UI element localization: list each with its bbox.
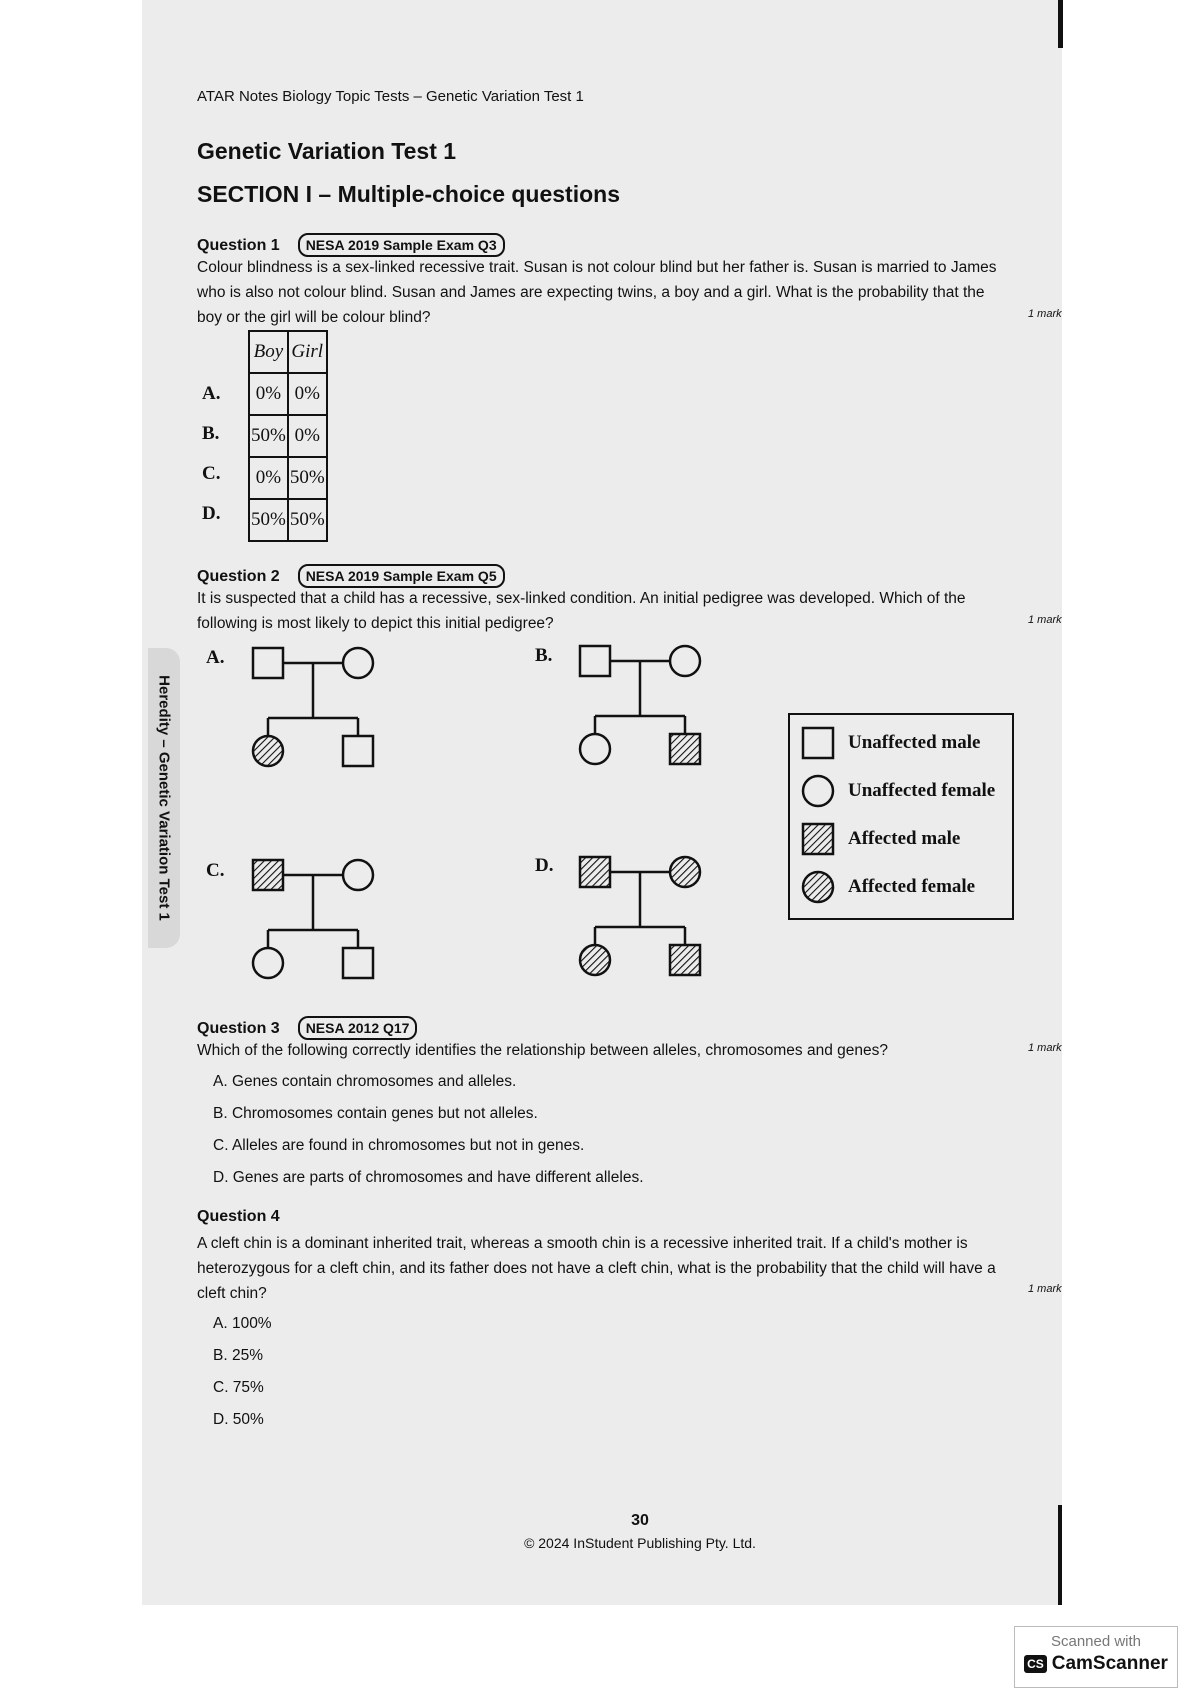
legend-label: Unaffected male (848, 732, 981, 753)
child-affected-female (253, 736, 283, 766)
legend-item (800, 771, 995, 811)
child-affected-male (670, 945, 700, 975)
father-unaffected-male (580, 646, 610, 676)
camscanner-name: CamScanner (1051, 1653, 1168, 1674)
affected-male-icon (800, 821, 836, 857)
unaffected-male-icon (800, 725, 836, 761)
legend-label: Affected female (848, 876, 976, 897)
q1-row-letter: D. (202, 503, 221, 524)
pedigree-option-a (253, 648, 373, 766)
cell-girl: 50% (288, 499, 327, 541)
page-number: 30 (631, 1512, 649, 1529)
camscanner-brand (1015, 1653, 1177, 1675)
q2-label: Question 2 (197, 568, 280, 585)
affected-female-icon (800, 869, 836, 905)
mother-unaffected-female (343, 648, 373, 678)
cell-boy: 0% (249, 373, 288, 415)
q3-option-c: C. Alleles are found in chromosomes but not in genes. (213, 1137, 585, 1154)
q1-row-letter: A. (202, 383, 221, 404)
q3-option-b: B. Chromosomes contain genes but not alleles. (213, 1105, 538, 1122)
cell-girl: 0% (288, 415, 327, 457)
copyright: © 2024 InStudent Publishing Pty. Ltd. (524, 1535, 756, 1551)
q3-option-a: A. Genes contain chromosomes and alleles. (213, 1073, 517, 1090)
cell-girl: 0% (288, 373, 327, 415)
q3-heading (197, 1016, 417, 1040)
col-header-boy: Boy (249, 331, 288, 373)
mother-unaffected-female (343, 860, 373, 890)
q4-heading (197, 1208, 280, 1226)
q4-option-d: D. 50% (213, 1411, 264, 1428)
child-unaffected-male (343, 948, 373, 978)
q4-text: A cleft chin is a dominant inherited trait, whereas a smooth chin is a recessive inherited trait. If a child's mother is heterozygous for a cleft chin, and its father does not have a cleft chin, what is the probability that the child will have a cleft chin? (197, 1235, 996, 1302)
q3-badge: NESA 2012 Q17 (298, 1016, 418, 1040)
section-heading: SECTION I – Multiple-choice questions (197, 181, 620, 207)
cell-boy: 0% (249, 457, 288, 499)
q1-label: Question 1 (197, 237, 280, 254)
q3-label: Question 3 (197, 1020, 280, 1037)
q1-badge: NESA 2019 Sample Exam Q3 (298, 233, 505, 257)
q2-mark: 1 mark (1028, 614, 1062, 626)
cell-girl: 50% (288, 457, 327, 499)
scanned-with-text: Scanned with (1050, 1633, 1142, 1650)
q2-option-a-label: A. (206, 647, 225, 668)
pedigree-option-c (253, 860, 373, 978)
q1-text: Colour blindness is a sex-linked recessive trait. Susan is not colour blind but her father is. Susan is married to James who is also not colour blind. Susan and James are expecting twins, a boy and a girl. What is the probability that the boy or the girl will be colour blind? (197, 259, 997, 326)
col-header-girl: Girl (288, 331, 327, 373)
legend-item (800, 819, 960, 859)
q4-option-b: B. 25% (213, 1347, 263, 1364)
camscanner-logo-icon: CS (1024, 1655, 1047, 1673)
father-affected-male (253, 860, 283, 890)
q3-option-d: D. Genes are parts of chromosomes and have different alleles. (213, 1169, 644, 1186)
side-tab-label: Heredity – Genetic Variation Test 1 (155, 675, 173, 921)
q3-text: Which of the following correctly identifies the relationship between alleles, chromosomes and genes? (197, 1042, 888, 1059)
q2-text: It is suspected that a child has a recessive, sex-linked condition. An initial pedigree was developed. Which of the following is most likely to depict this initial pedigree? (197, 590, 966, 632)
mother-affected-female (670, 857, 700, 887)
child-unaffected-female (253, 948, 283, 978)
cell-boy: 50% (249, 415, 288, 457)
child-affected-female (580, 945, 610, 975)
q1-row-letter: C. (202, 463, 221, 484)
child-affected-male (670, 734, 700, 764)
q4-label: Question 4 (197, 1208, 280, 1225)
running-header: ATAR Notes Biology Topic Tests – Genetic Variation Test 1 (197, 88, 584, 105)
pedigree-legend (788, 713, 1014, 920)
legend-label: Unaffected female (848, 780, 996, 801)
pedigree-option-d (580, 857, 700, 975)
camscanner-watermark (1014, 1626, 1178, 1688)
q4-mark: 1 mark (1028, 1283, 1062, 1295)
father-affected-male (580, 857, 610, 887)
q1-mark: 1 mark (1028, 308, 1062, 320)
q4-option-a: A. 100% (213, 1315, 272, 1332)
q1-row-letter: B. (202, 423, 220, 444)
child-unaffected-male (343, 736, 373, 766)
unaffected-female-icon (800, 773, 836, 809)
legend-label: Affected male (848, 828, 961, 849)
mother-unaffected-female (670, 646, 700, 676)
father-unaffected-male (253, 648, 283, 678)
cell-boy: 50% (249, 499, 288, 541)
q2-option-c-label: C. (206, 860, 225, 881)
q2-option-d-label: D. (535, 855, 554, 876)
q2-badge: NESA 2019 Sample Exam Q5 (298, 564, 505, 588)
q2-option-b-label: B. (535, 645, 553, 666)
q3-mark: 1 mark (1028, 1042, 1062, 1054)
page-title: Genetic Variation Test 1 (197, 138, 457, 164)
pedigree-option-b (580, 646, 700, 764)
q4-option-c: C. 75% (213, 1379, 264, 1396)
legend-item (800, 867, 975, 907)
child-unaffected-female (580, 734, 610, 764)
legend-item (800, 723, 980, 763)
